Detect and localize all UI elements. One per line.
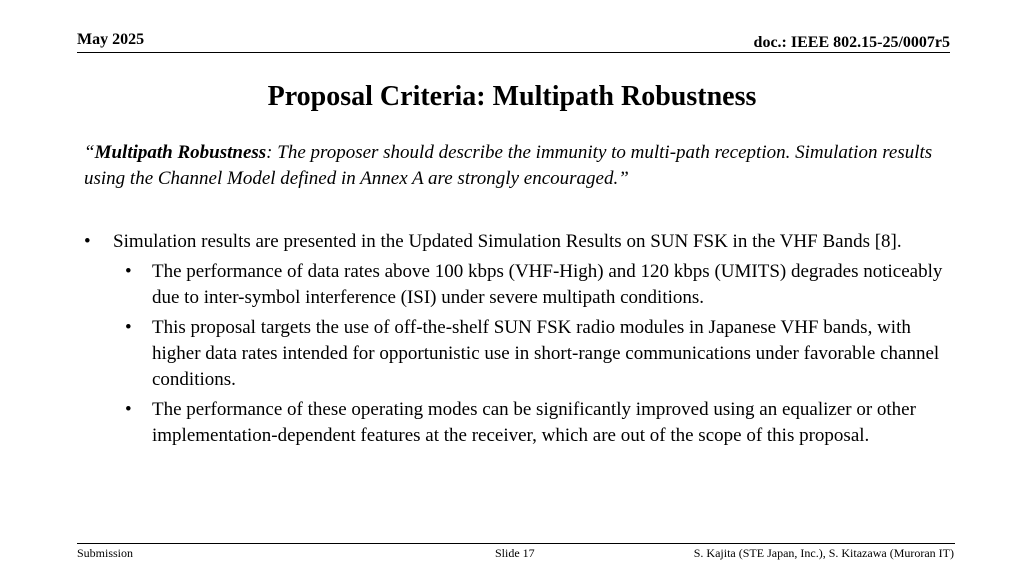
- bullet-item: [84, 229, 964, 255]
- sub-bullet-text: The performance of data rates above 100 kbps (VHF-High) and 120 kbps (UMITS) degrades noticeably due to inter-symbol interference (ISI) under severe multipath conditions.: [152, 261, 943, 308]
- footer-divider: [77, 543, 955, 544]
- sub-bullet-text: The performance of these operating modes can be significantly improved using an equalizer or other implementation-dependent features at the receiver, which are out of the scope of this proposal.: [152, 399, 916, 446]
- header-divider: [77, 52, 950, 53]
- bullet-icon: •: [125, 317, 132, 338]
- bullet-icon: •: [125, 399, 132, 420]
- header-doc-id: doc.: IEEE 802.15-25/0007r5: [753, 34, 950, 51]
- sub-bullet-item: [84, 315, 964, 393]
- header-date: May 2025: [77, 31, 145, 48]
- bullet-text: Simulation results are presented in the Updated Simulation Results on SUN FSK in the VHF Bands [8].: [113, 231, 902, 252]
- footer-slide-number: Slide 17: [495, 546, 535, 560]
- bullet-list: [84, 229, 964, 449]
- quote-close-mark: ”: [618, 168, 629, 189]
- footer-submission: Submission: [77, 546, 134, 560]
- footer-authors: S. Kajita (STE Japan, Inc.), S. Kitazawa (Muroran IT): [693, 546, 954, 560]
- criteria-quote: [84, 140, 964, 192]
- quote-term: Multipath Robustness: [94, 142, 267, 163]
- sub-bullet-item: [84, 259, 964, 311]
- bullet-icon: •: [125, 261, 132, 282]
- sub-bullet-text: This proposal targets the use of off-the-shelf SUN FSK radio modules in Japanese VHF bands, with higher data rates intended for opportunistic use in short-range communications under favorable channel conditions.: [152, 317, 940, 390]
- quote-open-mark: “: [84, 142, 95, 163]
- bullet-icon: •: [84, 231, 91, 252]
- sub-bullet-item: [84, 397, 964, 449]
- slide-title: Proposal Criteria: Multipath Robustness: [267, 81, 757, 112]
- quote-text: : The proposer should describe the immunity to multi-path reception. Simulation results using the Channel Model defined in Annex A are strongly encouraged.: [84, 142, 933, 189]
